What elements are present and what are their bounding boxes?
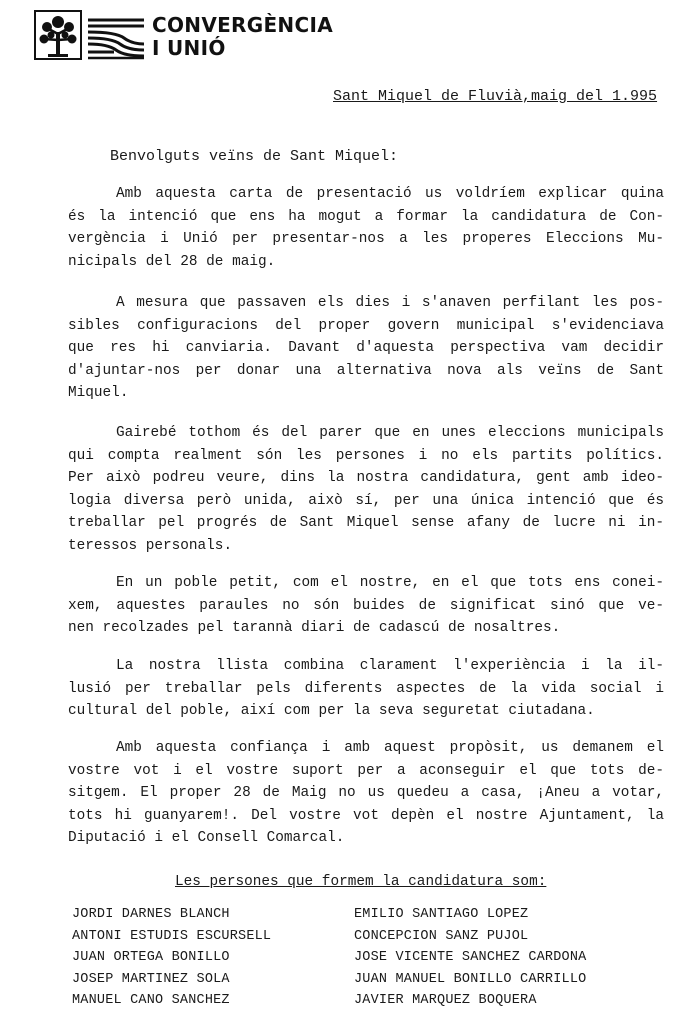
paragraph-line: teressos personals. xyxy=(68,537,233,554)
candidate-name: JOSE VICENTE SANCHEZ CARDONA xyxy=(354,950,587,965)
candidate-name: JAVIER MARQUEZ BOQUERA xyxy=(354,993,537,1008)
paragraph-line: logia diversa però unida, això sí, per una única intenció que és xyxy=(68,492,664,509)
party-name-line-2: I UNIÓ xyxy=(152,36,226,60)
paragraph-line: sibles configuracions del proper govern municipal s'evidenciava xyxy=(68,317,664,334)
paragraph-line: Amb aquesta carta de presentació us voldríem explicar quina xyxy=(116,186,664,202)
letter-greeting: Benvolguts veïns de Sant Miquel: xyxy=(110,148,399,165)
paragraph-line: que res hi canviaria. Davant d'aquesta perspectiva vam decidir xyxy=(68,340,664,356)
paragraph xyxy=(68,292,664,405)
paragraph-line: és la intenció que ens ha mogut a formar la candidatura de Con- xyxy=(68,208,664,225)
paragraph xyxy=(68,655,664,723)
paragraph-line: vergència i Unió per presentar-nos a les properes Eleccions Mu- xyxy=(68,231,664,247)
candidate-name: JUAN MANUEL BONILLO CARRILLO xyxy=(354,971,587,987)
paragraph-line: nen recolzades pel tarannà diari de cadascú de nosaltres. xyxy=(68,620,561,636)
candidate-name: MANUEL CANO SANCHEZ xyxy=(72,993,230,1008)
paragraph-line: Amb aquesta confiança i amb aquest propòsit, us demanem el xyxy=(116,740,664,756)
paragraph-line: nicipals del 28 de maig. xyxy=(68,253,276,270)
paragraph-line: Miquel. xyxy=(68,385,129,401)
candidates-list-right xyxy=(354,904,586,1012)
paragraph-line: A mesura que passaven els dies i s'anaven perfilant les pos- xyxy=(116,295,664,311)
paragraph xyxy=(68,422,664,557)
paragraph-line: La nostra llista combina clarament l'experiència i la il- xyxy=(116,658,664,674)
paragraph-line: Gairebé tothom és del parer que en unes eleccions municipals xyxy=(116,425,664,441)
paragraph-line: cultural del poble, així com per la seva seguretat ciutadana. xyxy=(68,703,595,719)
paragraph-line: Per això podreu veure, dins la nostra candidatura, gent amb ideo- xyxy=(68,470,664,486)
candidates-title: Les persones que formem la candidatura som: xyxy=(175,874,547,890)
paragraph-line: treballar pel progrés de Sant Miquel sense afany de lucre ni in- xyxy=(68,515,664,531)
candidate-name: JORDI DARNES BLANCH xyxy=(72,907,230,922)
party-logo xyxy=(34,10,333,66)
candidate-name: EMILIO SANTIAGO LOPEZ xyxy=(354,907,529,922)
paragraph xyxy=(68,572,664,640)
paragraph-line: qui compta realment són les persones i no els partits polítics. xyxy=(68,447,664,464)
paragraph xyxy=(68,183,664,273)
party-name xyxy=(152,14,333,60)
candidate-name: JUAN ORTEGA BONILLO xyxy=(72,950,230,965)
candidate-name: CONCEPCION SANZ PUJOL xyxy=(354,928,529,944)
candidates-list-left xyxy=(72,904,271,1012)
paragraph xyxy=(68,737,664,850)
paragraph-line: Diputació i el Consell Comarcal. xyxy=(68,830,345,846)
paragraph-line: d'ajuntar-nos per donar una alternativa nova als veïns de Sant xyxy=(68,362,664,379)
paragraph-line: sitgem. El proper 28 de Maig no us quedeu a casa, ¡Aneu a votar, xyxy=(68,785,664,801)
place-and-date: Sant Miquel de Fluvià,maig del 1.995 xyxy=(333,88,658,105)
stripes-emblem-icon xyxy=(84,14,148,60)
candidate-name: JOSEP MARTINEZ SOLA xyxy=(72,971,230,987)
tree-emblem-icon xyxy=(34,10,82,60)
paragraph-line: xem, aquestes paraules no són buides de significat sinó que ve- xyxy=(68,597,664,614)
paragraph-line: En un poble petit, com el nostre, en el que tots ens conei- xyxy=(116,575,664,591)
party-name-line-1: CONVERGÈNCIA xyxy=(152,13,333,37)
paragraph-line: tots hi guanyarem!. Del vostre vot depèn el nostre Ajuntament, la xyxy=(68,807,664,824)
candidate-name: ANTONI ESTUDIS ESCURSELL xyxy=(72,928,272,944)
paragraph-line: vostre vot i el vostre suport per a aconseguir el que tots de- xyxy=(68,762,664,779)
paragraph-line: lusió per treballar pels diferents aspectes de la vida social i xyxy=(68,680,664,697)
